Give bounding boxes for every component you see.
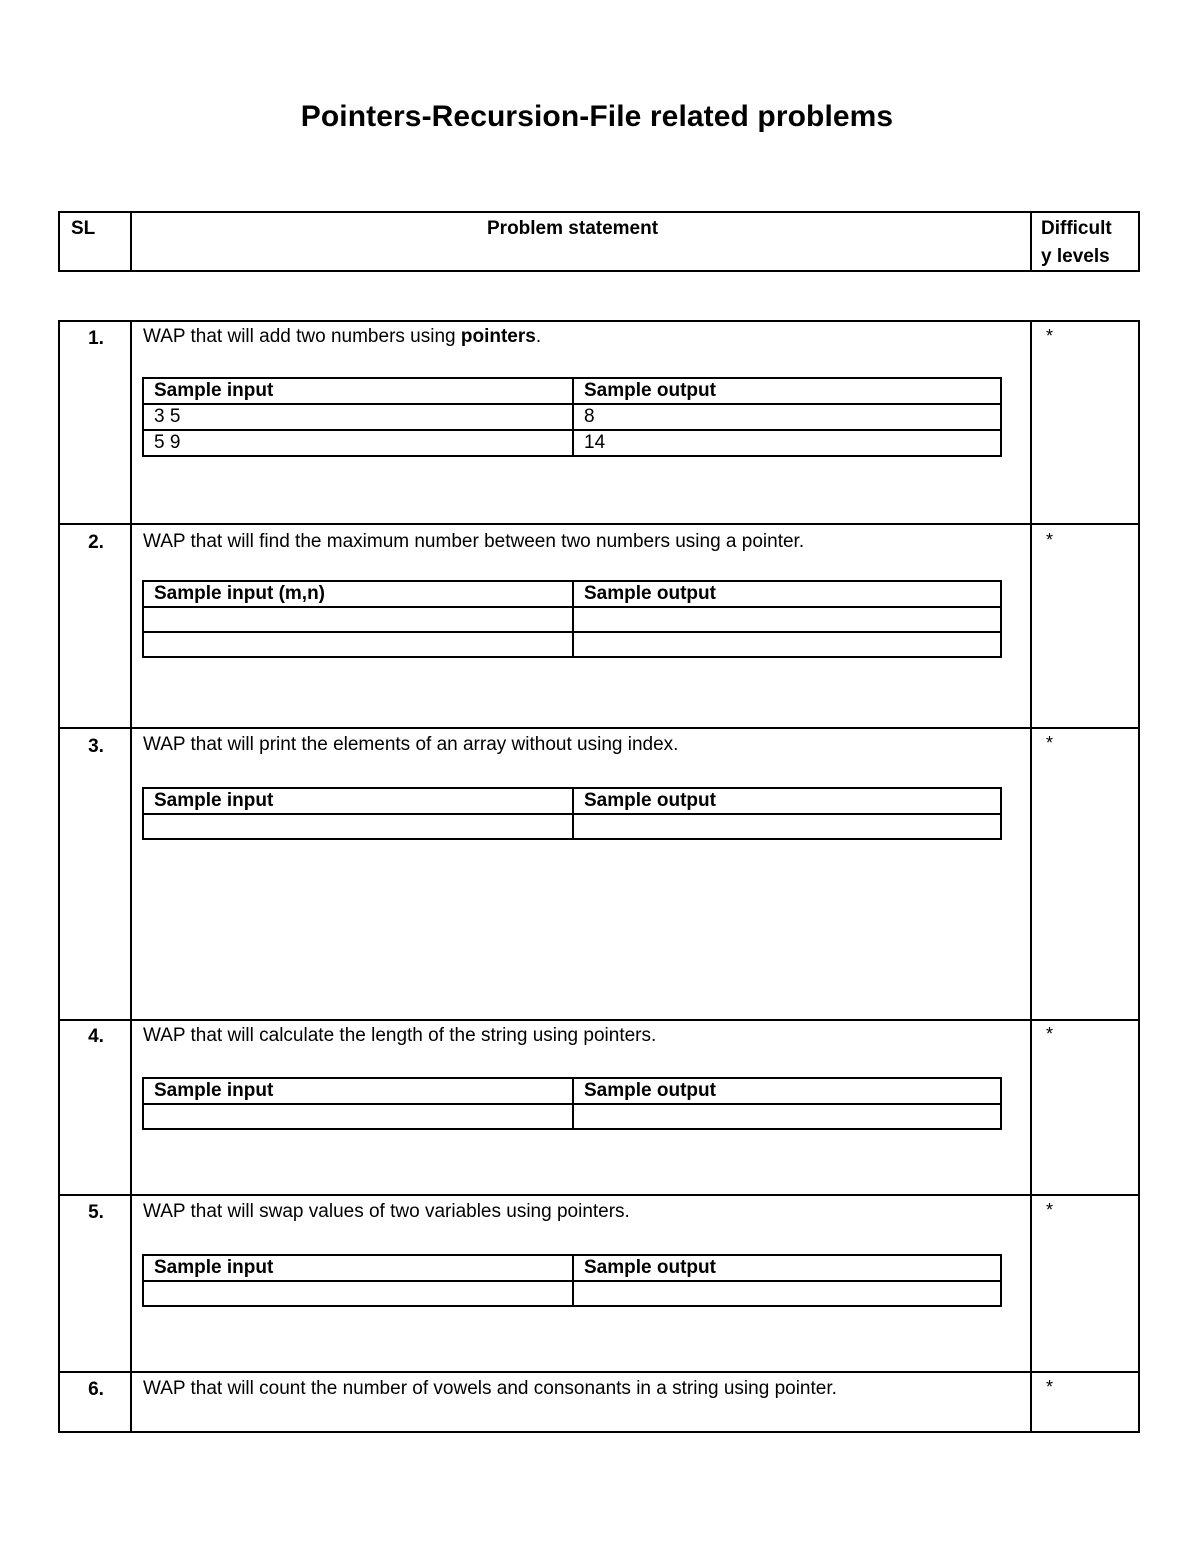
table-row bbox=[143, 404, 1001, 430]
problem-1-statement: WAP that will add two numbers using pointers. bbox=[143, 326, 542, 347]
table-row bbox=[143, 430, 1001, 456]
sample-output-cell bbox=[573, 632, 1001, 657]
problem-1-sample-table bbox=[142, 377, 1002, 457]
header-difficulty-line2: y levels bbox=[1041, 246, 1110, 267]
sample-input-cell bbox=[143, 607, 573, 632]
header-sl: SL bbox=[71, 218, 96, 239]
problem-1-difficulty: * bbox=[1046, 326, 1054, 346]
sample-input-cell bbox=[143, 1104, 573, 1129]
problem-5-sample-table bbox=[142, 1254, 1002, 1307]
problem-4-sample-table bbox=[142, 1077, 1002, 1130]
problem-3-sl: 3. bbox=[88, 736, 104, 757]
problem-2-sample-table bbox=[142, 580, 1002, 658]
problem-3-difficulty: * bbox=[1046, 733, 1054, 753]
sample-input-header: Sample input (m,n) bbox=[143, 581, 573, 607]
problem-5-statement: WAP that will swap values of two variables using pointers. bbox=[143, 1201, 630, 1222]
sample-output-header: Sample output bbox=[573, 1255, 1001, 1281]
problem-4-difficulty: * bbox=[1046, 1024, 1054, 1044]
sample-input-cell bbox=[143, 1281, 573, 1306]
table-row bbox=[143, 1281, 1001, 1306]
sample-output-header: Sample output bbox=[573, 378, 1001, 404]
sample-input-header: Sample input bbox=[143, 788, 573, 814]
sample-output-cell: 14 bbox=[573, 430, 1001, 456]
page-title: Pointers-Recursion-File related problems bbox=[300, 100, 894, 133]
table-row bbox=[143, 607, 1001, 632]
problem-3-statement: WAP that will print the elements of an array without using index. bbox=[143, 734, 679, 755]
problem-2-statement: WAP that will find the maximum number between two numbers using a pointer. bbox=[143, 531, 805, 552]
problem-2-sl: 2. bbox=[88, 532, 104, 553]
problem-6-statement: WAP that will count the number of vowels and consonants in a string using pointer. bbox=[143, 1378, 837, 1399]
sample-output-header: Sample output bbox=[573, 581, 1001, 607]
problem-4-statement: WAP that will calculate the length of the string using pointers. bbox=[143, 1025, 657, 1046]
sample-input-cell: 5 9 bbox=[143, 430, 573, 456]
problem-5-sl: 5. bbox=[88, 1202, 104, 1223]
problem-6-difficulty: * bbox=[1046, 1377, 1054, 1397]
sample-output-cell bbox=[573, 814, 1001, 839]
sample-input-header: Sample input bbox=[143, 1078, 573, 1104]
header-problem-statement: Problem statement bbox=[487, 218, 659, 239]
problem-3-sample-table bbox=[142, 787, 1002, 840]
sample-output-cell bbox=[573, 607, 1001, 632]
problem-5-difficulty: * bbox=[1046, 1200, 1054, 1220]
problem-4-sl: 4. bbox=[88, 1026, 104, 1047]
sample-input-header: Sample input bbox=[143, 378, 573, 404]
sample-output-cell bbox=[573, 1281, 1001, 1306]
table-row bbox=[143, 632, 1001, 657]
table-row bbox=[143, 1104, 1001, 1129]
sample-input-cell bbox=[143, 814, 573, 839]
sample-output-header: Sample output bbox=[573, 788, 1001, 814]
sample-output-cell: 8 bbox=[573, 404, 1001, 430]
sample-input-cell: 3 5 bbox=[143, 404, 573, 430]
sample-input-cell bbox=[143, 632, 573, 657]
sample-output-header: Sample output bbox=[573, 1078, 1001, 1104]
sample-output-cell bbox=[573, 1104, 1001, 1129]
sample-input-header: Sample input bbox=[143, 1255, 573, 1281]
table-row bbox=[143, 814, 1001, 839]
problem-2-difficulty: * bbox=[1046, 530, 1054, 550]
problem-1-sl: 1. bbox=[88, 328, 104, 349]
problem-6-sl: 6. bbox=[88, 1379, 104, 1400]
header-difficulty-line1: Difficult bbox=[1041, 218, 1112, 239]
